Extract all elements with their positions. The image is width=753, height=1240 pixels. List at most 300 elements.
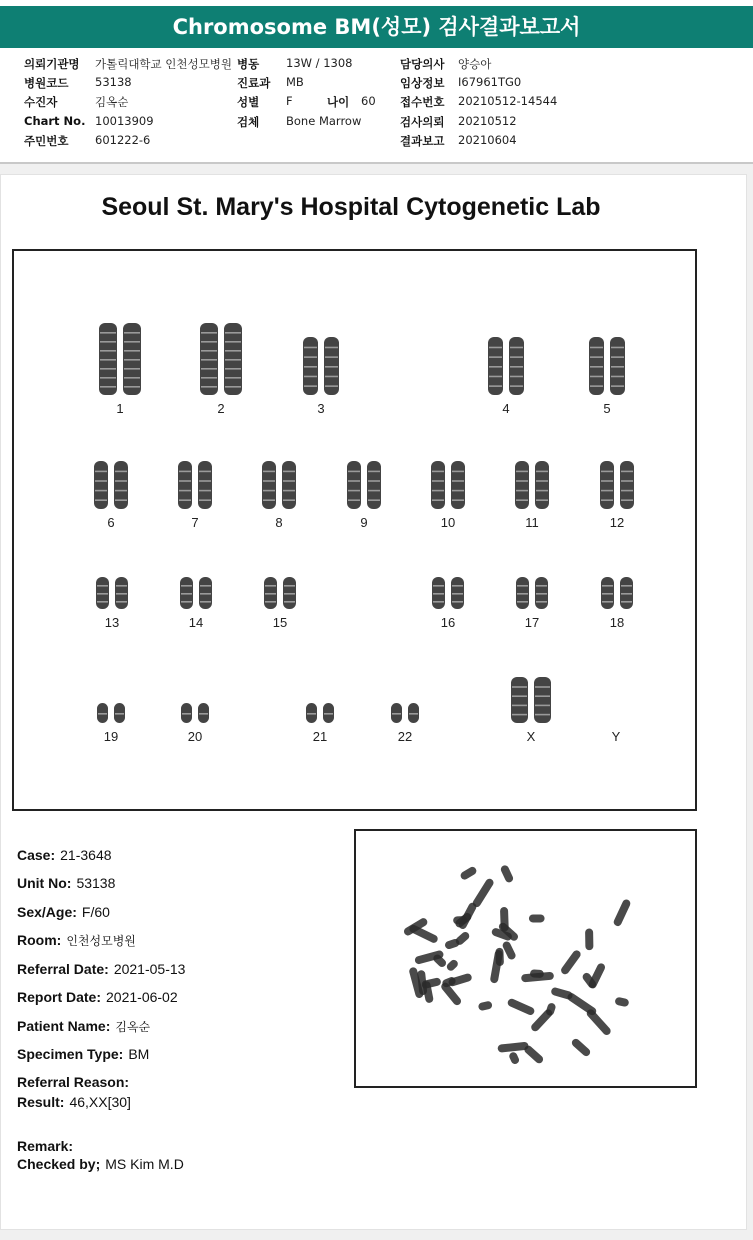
band-20 [199, 713, 208, 715]
metaphase-chromosome [448, 973, 473, 988]
metaphase-chromosome [471, 877, 495, 908]
chromosome-label-17: 17 [524, 615, 540, 630]
chromatid-X-1 [511, 677, 528, 723]
band-5 [590, 356, 603, 358]
test-request-value: 20210512 [458, 114, 517, 128]
band-12 [601, 471, 613, 473]
band-11 [516, 471, 528, 473]
band-3 [325, 347, 338, 349]
band-X [512, 695, 527, 697]
specimen-type-label: Specimen Type: [17, 1046, 124, 1062]
lab-title: Seoul St. Mary's Hospital Cytogenetic Lab [101, 193, 601, 221]
band-10 [452, 480, 464, 482]
band-7 [179, 490, 191, 492]
chart-no-value: 10013909 [95, 114, 154, 128]
band-15 [265, 601, 276, 603]
band-X [535, 695, 550, 697]
band-10 [432, 499, 444, 501]
band-18 [602, 601, 613, 603]
band-1 [124, 359, 140, 361]
unit-value: 53138 [76, 875, 116, 891]
chromosome-14-pair [179, 577, 213, 609]
band-18 [602, 585, 613, 587]
metaphase-chromosome [500, 907, 509, 932]
band-9 [368, 490, 380, 492]
clinical-info-value: I67961TG0 [458, 75, 522, 89]
band-16 [433, 593, 444, 595]
sex-label: 성별 [237, 95, 260, 109]
band-14 [200, 593, 211, 595]
chromosome-label-20: 20 [187, 729, 203, 744]
band-17 [536, 585, 547, 587]
band-10 [432, 490, 444, 492]
chromatid-7-1 [178, 461, 192, 509]
band-3 [304, 356, 317, 358]
band-7 [179, 471, 191, 473]
metaphase-spread-image [356, 831, 695, 1086]
sex-value: F [286, 94, 293, 108]
referral-reason-label: Referral Reason: [17, 1074, 130, 1090]
band-16 [452, 593, 463, 595]
specimen-label: 검체 [237, 115, 260, 129]
band-4 [489, 376, 502, 378]
karyotype-report [0, 174, 747, 1230]
chromatid-10-2 [451, 461, 465, 509]
chromosome-label-15: 15 [272, 615, 288, 630]
band-13 [97, 601, 108, 603]
patient-info-panel [0, 48, 753, 164]
band-2 [225, 350, 241, 352]
band-2 [201, 350, 217, 352]
band-4 [489, 347, 502, 349]
band-10 [432, 471, 444, 473]
chromosome-label-11: 11 [525, 515, 539, 530]
chromosome-18-pair [600, 577, 634, 609]
karyogram-panel [12, 249, 697, 811]
metaphase-chromosome [550, 987, 573, 1001]
band-16 [452, 601, 463, 603]
band-11 [536, 480, 548, 482]
band-7 [179, 499, 191, 501]
metaphase-chromosome [453, 916, 467, 924]
band-1 [124, 386, 140, 388]
chromosome-label-2: 2 [217, 401, 225, 416]
specimen-type-value: BM [128, 1046, 150, 1062]
sexage-field [17, 904, 110, 920]
chromosome-X-pair [510, 677, 552, 723]
request-org-label: 의뢰기관명 [24, 57, 80, 71]
chromosome-3-pair [302, 337, 340, 395]
band-17 [536, 601, 547, 603]
band-6 [95, 490, 107, 492]
band-15 [284, 601, 295, 603]
band-1 [100, 377, 116, 379]
band-5 [611, 347, 624, 349]
metaphase-chromosome [614, 997, 629, 1008]
age-value: 60 [361, 94, 376, 108]
band-8 [283, 480, 295, 482]
band-8 [263, 490, 275, 492]
band-1 [100, 350, 116, 352]
band-12 [601, 499, 613, 501]
doctor-value: 양승아 [458, 57, 492, 71]
band-9 [368, 499, 380, 501]
chromosome-21-pair [305, 703, 335, 723]
resident-no-value: 601222-6 [95, 133, 151, 147]
band-8 [283, 490, 295, 492]
chromosome-10-pair [430, 461, 466, 509]
chromatid-10-1 [431, 461, 445, 509]
band-2 [201, 341, 217, 343]
metaphase-chromosome [530, 969, 544, 978]
report-date-label: Report Date: [17, 989, 102, 1005]
band-5 [590, 385, 603, 387]
band-13 [97, 593, 108, 595]
chromosome-label-22: 22 [397, 729, 413, 744]
referral-date-field [17, 961, 185, 977]
band-5 [611, 385, 624, 387]
patient-name-value: 김옥순 [115, 1020, 151, 1034]
band-1 [100, 332, 116, 334]
band-12 [621, 480, 633, 482]
band-3 [325, 356, 338, 358]
band-2 [201, 332, 217, 334]
band-5 [590, 366, 603, 368]
chromosome-label-X: X [526, 729, 536, 744]
band-17 [517, 585, 528, 587]
chromosome-19-pair [96, 703, 126, 723]
chromatid-7-2 [198, 461, 212, 509]
band-7 [179, 480, 191, 482]
band-1 [100, 386, 116, 388]
chromosome-label-13: 13 [104, 615, 120, 630]
chromosome-7-pair [177, 461, 213, 509]
band-15 [284, 585, 295, 587]
band-14 [181, 593, 192, 595]
chromosome-label-10: 10 [440, 515, 456, 530]
band-14 [200, 601, 211, 603]
chromosome-label-1: 1 [116, 401, 124, 416]
info-row-5 [0, 133, 753, 152]
band-9 [348, 480, 360, 482]
band-1 [124, 350, 140, 352]
result-value: 46,XX[30] [69, 1094, 131, 1110]
band-15 [265, 593, 276, 595]
info-row-4 [0, 114, 753, 133]
chromosome-1-pair [98, 323, 142, 395]
band-9 [368, 480, 380, 482]
band-12 [621, 490, 633, 492]
band-7 [199, 490, 211, 492]
specimen-type-field [17, 1046, 149, 1062]
unit-label: Unit No: [17, 875, 72, 891]
band-6 [115, 490, 127, 492]
band-3 [304, 376, 317, 378]
chromosome-6-pair [93, 461, 129, 509]
band-2 [201, 386, 217, 388]
metaphase-chromosome [478, 1000, 493, 1011]
band-13 [116, 593, 127, 595]
metaphase-chromosome [560, 949, 583, 976]
band-17 [536, 593, 547, 595]
chart-no-label: Chart No. [24, 114, 86, 128]
referral-date-value: 2021-05-13 [113, 961, 186, 977]
band-1 [124, 377, 140, 379]
metaphase-chromosome [585, 928, 593, 950]
result-field [17, 1094, 131, 1110]
chromosome-12-pair [599, 461, 635, 509]
chromosome-22-pair [390, 703, 420, 723]
band-X [512, 705, 527, 707]
band-5 [590, 347, 603, 349]
band-15 [265, 585, 276, 587]
band-5 [611, 376, 624, 378]
band-11 [536, 499, 548, 501]
metaphase-chromosome [612, 898, 631, 927]
band-1 [100, 368, 116, 370]
result-report-label: 결과보고 [400, 134, 445, 148]
chromosome-8-pair [261, 461, 297, 509]
band-9 [348, 499, 360, 501]
band-20 [182, 713, 191, 715]
band-11 [516, 490, 528, 492]
referral-reason-field [17, 1074, 129, 1090]
page-title: Chromosome BM(성모) 검사결과보고서 [0, 6, 753, 48]
info-row-1 [0, 56, 753, 75]
ward-value: 13W / 1308 [286, 56, 353, 70]
band-1 [124, 368, 140, 370]
patient-name-label: Patient Name: [17, 1018, 111, 1034]
chromosome-16-pair [431, 577, 465, 609]
band-14 [181, 601, 192, 603]
band-12 [621, 499, 633, 501]
metaphase-chromosome [500, 864, 515, 884]
chromosome-17-pair [515, 577, 549, 609]
chromosome-label-4: 4 [502, 401, 510, 416]
chromatid-6-2 [114, 461, 128, 509]
band-18 [602, 593, 613, 595]
band-14 [181, 585, 192, 587]
chromatid-9-1 [347, 461, 361, 509]
info-row-3 [0, 94, 753, 113]
band-21 [307, 713, 316, 715]
doctor-label: 담당의사 [400, 57, 445, 71]
chromosome-label-21: 21 [312, 729, 328, 744]
band-X [512, 686, 527, 688]
band-2 [201, 377, 217, 379]
band-5 [590, 376, 603, 378]
metaphase-chromosome [570, 1037, 592, 1058]
metaphase-chromosome [508, 1051, 520, 1065]
remark-field [17, 1138, 73, 1154]
chromatid-12-2 [620, 461, 634, 509]
band-X [535, 714, 550, 716]
checked-by-field [17, 1156, 184, 1172]
chromatid-9-2 [367, 461, 381, 509]
band-11 [536, 471, 548, 473]
band-3 [304, 366, 317, 368]
band-18 [621, 601, 632, 603]
dept-label: 진료과 [237, 76, 271, 90]
chromatid-6-1 [94, 461, 108, 509]
band-17 [517, 593, 528, 595]
band-X [535, 686, 550, 688]
report-date-field [17, 989, 178, 1005]
band-11 [516, 499, 528, 501]
chromosome-4-pair [487, 337, 525, 395]
band-4 [510, 366, 523, 368]
band-6 [115, 499, 127, 501]
band-7 [199, 499, 211, 501]
metaphase-chromosome [585, 1008, 612, 1037]
chromosome-label-Y: Y [611, 729, 621, 744]
room-value: 인천성모병원 [66, 934, 136, 948]
chromosome-label-12: 12 [609, 515, 625, 530]
chromosome-2-pair [199, 323, 243, 395]
band-2 [225, 341, 241, 343]
band-22 [409, 713, 418, 715]
band-1 [124, 332, 140, 334]
chromatid-X-2 [534, 677, 551, 723]
chromosome-label-16: 16 [440, 615, 456, 630]
band-9 [348, 471, 360, 473]
chromosome-15-pair [263, 577, 297, 609]
case-value: 21-3648 [60, 847, 112, 863]
chromosome-label-9: 9 [360, 515, 368, 530]
band-16 [452, 585, 463, 587]
chromosome-label-8: 8 [275, 515, 283, 530]
checked-by-value: MS Kim M.D [105, 1156, 184, 1172]
band-10 [432, 480, 444, 482]
sexage-value: F/60 [81, 904, 110, 920]
metaphase-chromosome [506, 997, 535, 1016]
chromatid-8-2 [282, 461, 296, 509]
unit-field [17, 875, 115, 891]
chromosome-9-pair [346, 461, 382, 509]
receipt-no-label: 접수번호 [400, 95, 445, 109]
metaphase-chromosome [490, 949, 504, 983]
resident-no-label: 주민번호 [24, 134, 69, 148]
band-18 [621, 593, 632, 595]
band-2 [225, 386, 241, 388]
result-label: Result: [17, 1094, 65, 1110]
metaphase-chromosome [445, 958, 459, 972]
band-13 [116, 601, 127, 603]
band-3 [304, 347, 317, 349]
band-21 [324, 713, 333, 715]
band-4 [510, 376, 523, 378]
band-13 [116, 585, 127, 587]
band-4 [489, 385, 502, 387]
remark-label: Remark: [17, 1138, 74, 1154]
band-12 [601, 490, 613, 492]
metaphase-chromosome [529, 914, 545, 922]
band-1 [100, 341, 116, 343]
band-10 [452, 499, 464, 501]
request-org-value: 가톨릭대학교 인천성모병원 [95, 57, 232, 71]
chromosome-5-pair [588, 337, 626, 395]
band-14 [200, 585, 211, 587]
chromosome-20-pair [180, 703, 210, 723]
chromosome-label-19: 19 [103, 729, 119, 744]
band-2 [225, 332, 241, 334]
patient-name-field [17, 1018, 150, 1035]
band-3 [304, 385, 317, 387]
band-12 [601, 480, 613, 482]
band-8 [283, 499, 295, 501]
band-X [535, 705, 550, 707]
result-report-value: 20210604 [458, 133, 517, 147]
chromatid-8-1 [262, 461, 276, 509]
band-4 [510, 347, 523, 349]
band-19 [115, 713, 124, 715]
band-3 [325, 366, 338, 368]
band-4 [489, 366, 502, 368]
info-row-2 [0, 75, 753, 94]
chromosome-label-5: 5 [603, 401, 611, 416]
band-4 [510, 385, 523, 387]
chromosome-label-7: 7 [191, 515, 199, 530]
chromosome-label-14: 14 [188, 615, 204, 630]
case-label: Case: [17, 847, 56, 863]
chromatid-11-1 [515, 461, 529, 509]
receipt-no-value: 20210512-14544 [458, 94, 558, 108]
band-10 [452, 490, 464, 492]
band-X [512, 714, 527, 716]
test-request-label: 검사의뢰 [400, 115, 445, 129]
band-6 [115, 480, 127, 482]
band-10 [452, 471, 464, 473]
band-5 [611, 366, 624, 368]
chromatid-11-2 [535, 461, 549, 509]
chromosome-label-3: 3 [317, 401, 325, 416]
band-4 [489, 356, 502, 358]
hospital-code-value: 53138 [95, 75, 132, 89]
chromosome-11-pair [514, 461, 550, 509]
age-label: 나이 [327, 95, 350, 109]
band-11 [516, 480, 528, 482]
case-field [17, 847, 112, 863]
ward-label: 병동 [237, 57, 260, 71]
recipient-value: 김옥순 [95, 95, 129, 109]
band-2 [225, 377, 241, 379]
band-8 [283, 471, 295, 473]
band-9 [348, 490, 360, 492]
band-18 [621, 585, 632, 587]
band-2 [225, 368, 241, 370]
band-7 [199, 471, 211, 473]
chromosome-label-18: 18 [609, 615, 625, 630]
band-1 [100, 359, 116, 361]
band-6 [95, 471, 107, 473]
band-11 [536, 490, 548, 492]
hospital-code-label: 병원코드 [24, 76, 69, 90]
band-3 [325, 385, 338, 387]
band-2 [201, 359, 217, 361]
band-6 [115, 471, 127, 473]
band-3 [325, 376, 338, 378]
band-17 [517, 601, 528, 603]
band-16 [433, 585, 444, 587]
checked-by-label: Checked by; [17, 1156, 101, 1172]
band-13 [97, 585, 108, 587]
metaphase-chromosome [497, 1042, 529, 1053]
band-8 [263, 471, 275, 473]
band-5 [611, 356, 624, 358]
band-15 [284, 593, 295, 595]
report-date-value: 2021-06-02 [106, 989, 178, 1005]
band-19 [98, 713, 107, 715]
